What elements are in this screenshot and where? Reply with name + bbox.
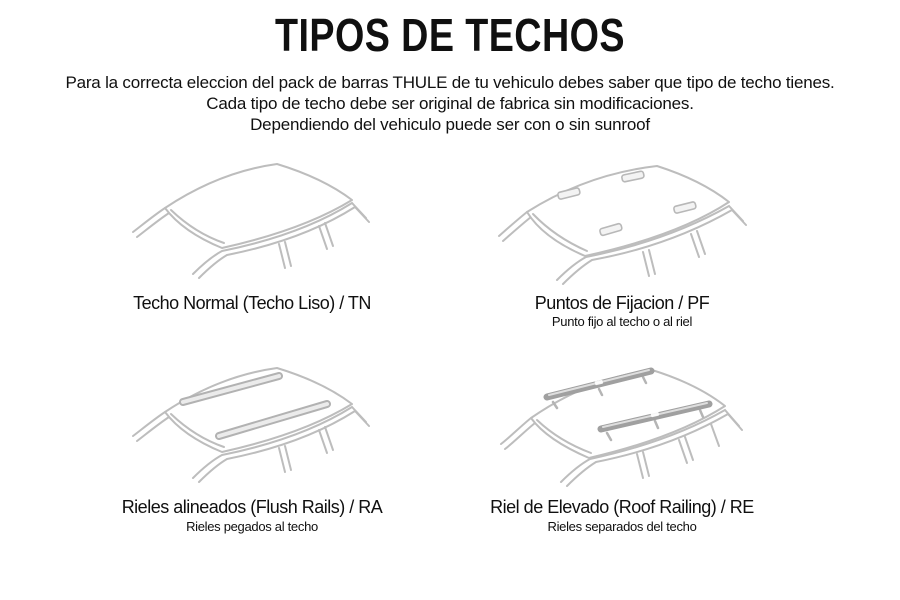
roof-type-label: Puntos de Fijacion / PF xyxy=(534,292,710,313)
raised-railing-roof-drawing xyxy=(497,356,747,494)
fixpoint-roof-drawing xyxy=(497,152,747,290)
normal-roof-illustration xyxy=(127,152,377,290)
roof-type-card-re xyxy=(452,356,792,535)
intro-paragraph xyxy=(0,72,900,135)
roof-type-label: Rieles alineados (Flush Rails) / RA xyxy=(121,497,383,518)
roof-types-row-1 xyxy=(0,152,900,331)
intro-line-2: Cada tipo de techo debe ser original de fabrica sin modificaciones. xyxy=(206,93,694,113)
roof-type-sublabel: Rieles separados del techo xyxy=(547,518,697,534)
flush-rails-roof-illustration xyxy=(127,356,377,494)
roof-type-card-ra xyxy=(82,356,422,535)
roof-type-card-pf xyxy=(452,152,792,331)
intro-line-1: Para la correcta eleccion del pack de barras THULE de tu vehiculo debes saber que tipo de techo tienes. xyxy=(65,72,835,92)
roof-types-row-2 xyxy=(0,356,900,535)
raised-railing-roof-illustration xyxy=(497,356,747,494)
roof-type-label: Techo Normal (Techo Liso) / TN xyxy=(133,292,371,313)
page-title: TIPOS DE TECHOS xyxy=(275,9,625,61)
roof-type-sublabel: Rieles pegados al techo xyxy=(186,518,318,534)
normal-roof-drawing xyxy=(127,152,377,290)
intro-line-3: Dependiendo del vehiculo puede ser con o sin sunroof xyxy=(250,114,650,134)
flush-rails-roof-drawing xyxy=(127,356,377,494)
roof-type-sublabel: Punto fijo al techo o al riel xyxy=(551,314,693,330)
fixpoint-roof-illustration xyxy=(497,152,747,290)
roof-type-card-tn xyxy=(82,152,422,331)
roof-type-label: Riel de Elevado (Roof Railing) / RE xyxy=(490,497,754,518)
